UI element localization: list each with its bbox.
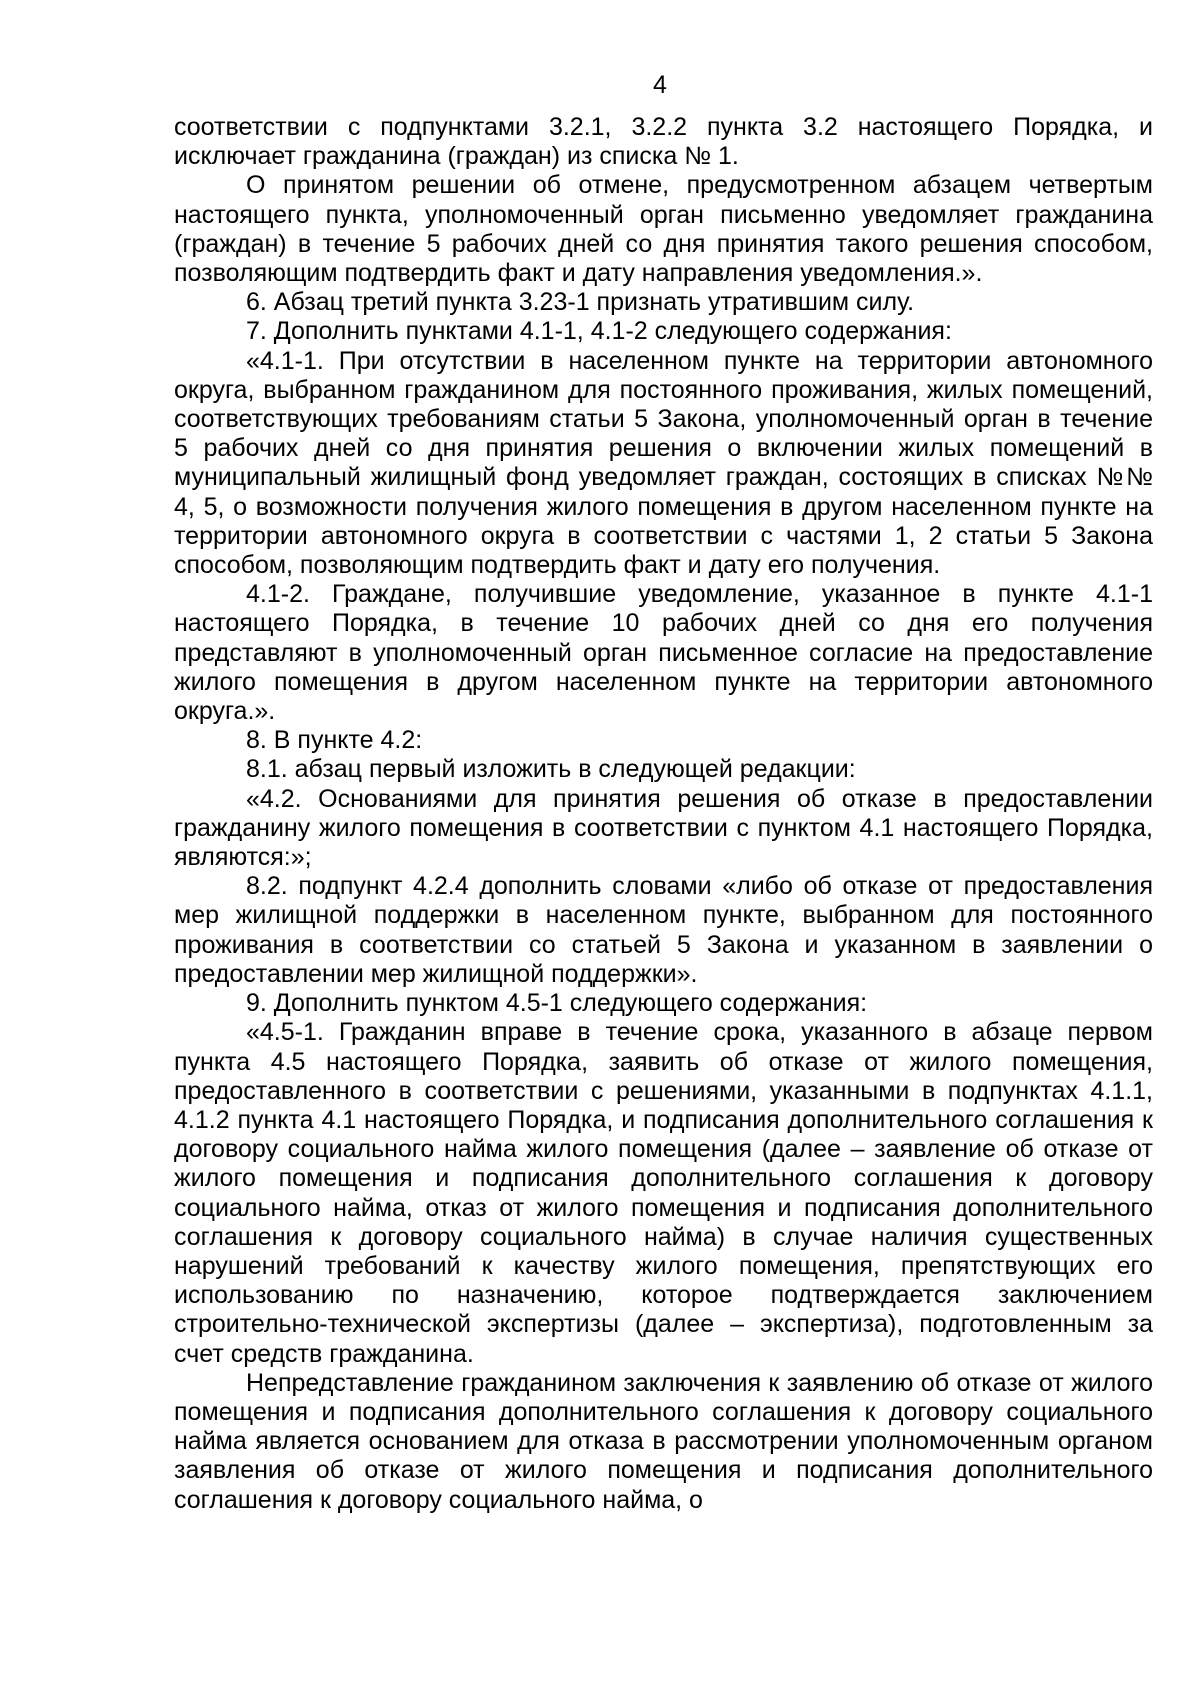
paragraph: 7. Дополнить пунктами 4.1-1, 4.1-2 следующего содержания: [246, 317, 952, 346]
paragraph: Непредставление гражданином заключения к заявлению об отказе от жилого помещения и подписания дополнительного соглашения к договору социального найма является основанием для отказа в рассмотрении уполномоченным органом заявления об отказе от жилого помещения и подписания дополнительного соглашения к договору социального найма, о [174, 1368, 1153, 1514]
paragraph: «4.5-1. Гражданин вправе в течение срока, указанного в абзаце первом пункта 4.5 настоящего Порядка, заявить об отказе от жилого помещения, предоставленного в соответствии с решениями, указанными в подпунктах 4.1.1, 4.1.2 пункта 4.1 настоящего Порядка, и подписания дополнительного соглашения к договору социального найма жилого помещения (далее – заявление об отказе от жилого помещения и подписания дополнительного соглашения к договору социального найма, отказ от жилого помещения и подписания дополнительного соглашения к договору социального найма) в случае наличия существенных нарушений требований к качеству жилого помещения, препятствующих его использованию по назначению, которое подтверждается заключением строительно-технической экспертизы (далее – экспертиза), подготовленным за счет средств гражданина. [174, 1018, 1153, 1368]
paragraph: 8.1. абзац первый изложить в следующей редакции: [246, 755, 856, 784]
page-number: 4 [653, 71, 667, 99]
paragraph: 9. Дополнить пунктом 4.5-1 следующего содержания: [246, 989, 868, 1018]
paragraph: соответствии с подпунктами 3.2.1, 3.2.2 пункта 3.2 настоящего Порядка, и исключает гражданина (граждан) из списка № 1. [174, 113, 1153, 171]
paragraph: О принятом решении об отмене, предусмотренном абзацем четвертым настоящего пункта, уполномоченный орган письменно уведомляет гражданина (граждан) в течение 5 рабочих дней со дня принятия такого решения способом, позволяющим подтвердить факт и дату направления уведомления.». [174, 171, 1153, 288]
paragraph: 8. В пункте 4.2: [246, 726, 423, 755]
paragraph: 6. Абзац третий пункта 3.23-1 признать утратившим силу. [246, 288, 915, 317]
paragraph: «4.2. Основаниями для принятия решения об отказе в предоставлении гражданину жилого помещения в соответствии с пунктом 4.1 настоящего Порядка, являются:»; [174, 784, 1153, 872]
paragraph: 8.2. подпункт 4.2.4 дополнить словами «либо об отказе от предоставления мер жилищной поддержки в населенном пункте, выбранном для постоянного проживания в соответствии со статьей 5 Закона и указанном в заявлении о предоставлении мер жилищной поддержки». [174, 872, 1153, 988]
document-body [174, 113, 1153, 1515]
paragraph: «4.1-1. При отсутствии в населенном пункте на территории автономного округа, выбранном гражданином для постоянного проживания, жилых помещений, соответствующих требованиям статьи 5 Закона, уполномоченный орган в течение 5 рабочих дней со дня принятия решения о включении жилых помещений в муниципальный жилищный фонд уведомляет граждан, состоящих в списках №№ 4, 5, о возможности получения жилого помещения в другом населенном пункте на территории автономного округа в соответствии с частями 1, 2 статьи 5 Закона способом, позволяющим подтвердить факт и дату его получения. [174, 346, 1153, 580]
paragraph: 4.1-2. Граждане, получившие уведомление, указанное в пункте 4.1-1 настоящего Порядка, в течение 10 рабочих дней со дня его получения представляют в уполномоченный орган письменное согласие на предоставление жилого помещения в другом населенном пункте на территории автономного округа.». [174, 580, 1153, 726]
